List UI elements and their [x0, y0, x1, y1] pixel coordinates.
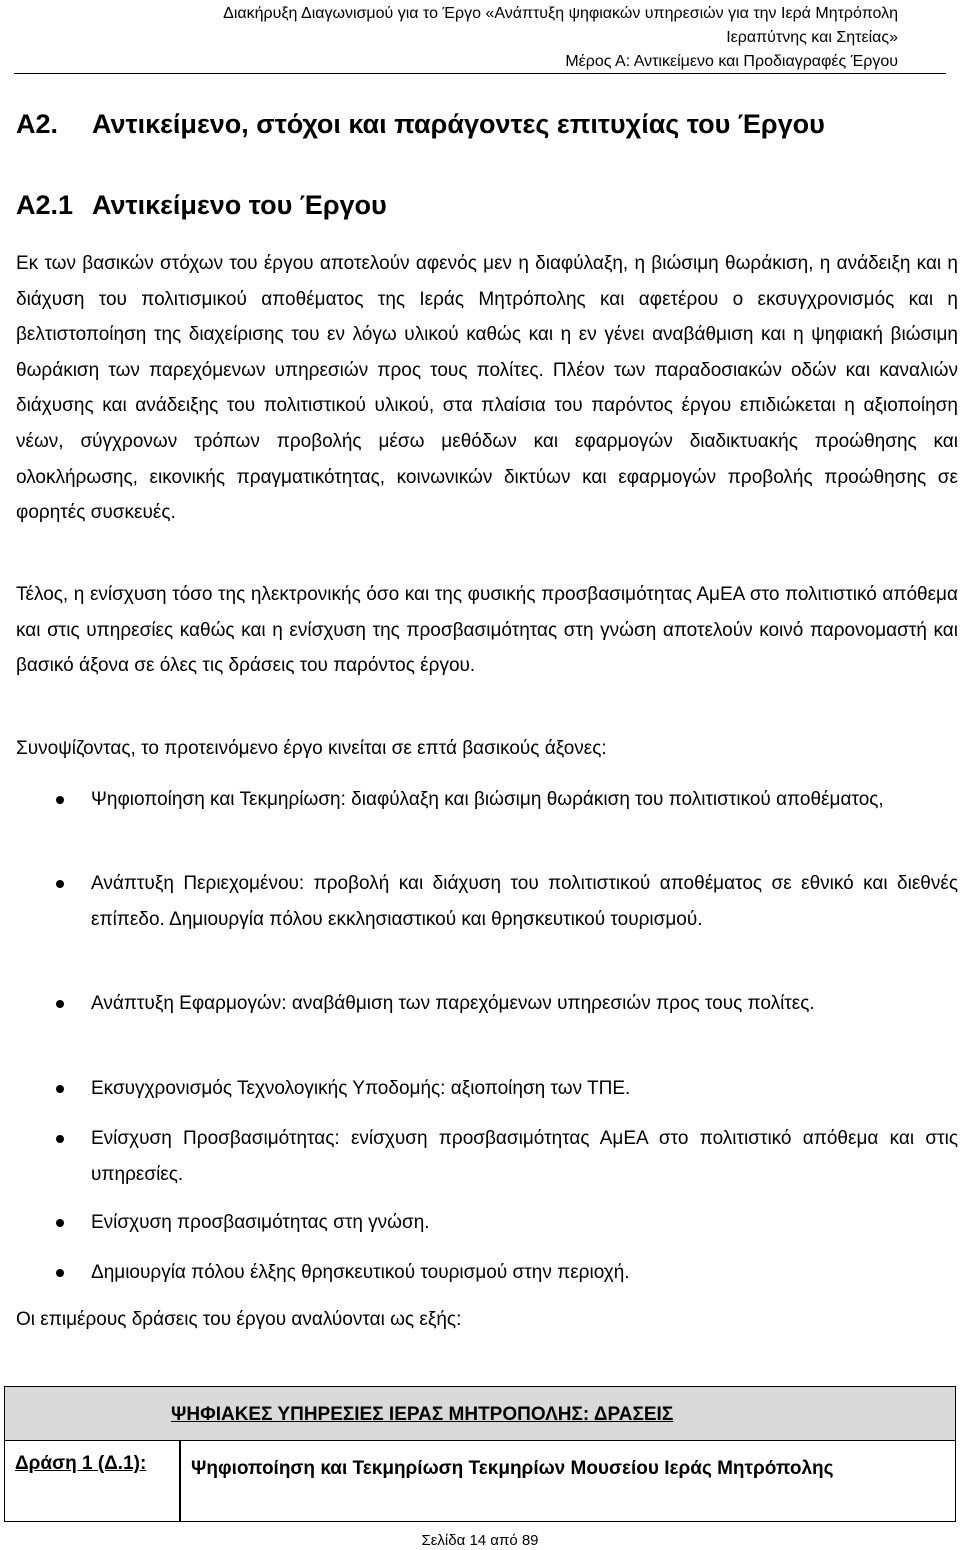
bullet-icon [56, 1135, 64, 1143]
bullet-icon [56, 1219, 64, 1227]
action-title: Ψηφιοποίηση και Τεκμηρίωση Τεκμηρίων Μουσείου Ιεράς Μητρόπολης [191, 1458, 834, 1479]
header-divider [14, 73, 946, 74]
section-number: Α2. [16, 109, 59, 139]
list-item: Εκσυγχρονισμός Τεχνολογικής Υποδομής: αξιοποίηση των ΤΠΕ. [16, 1071, 958, 1107]
paragraph-objectives: Εκ των βασικών στόχων του έργου αποτελούν αφενός μεν η διαφύλαξη, η βιώσιμη θωράκιση, η ανάδειξη και η διάχυση του πολιτισμικού αποθέματος της Ιεράς Μητρόπολης και αφετέρου ο εκσυγχρονισμός και η βελτιστοποίηση της διαχείρισης του εν λόγω υλικού καθώς και η εν γένει αναβάθμιση και η ψηφιακή βιώσιμη θωράκιση των παρεχόμενων υπηρεσιών προς τους πολίτες. Πλέον των παραδοσιακών οδών και καναλιών διάχυσης και ανάδειξης του πολιτιστικού υλικού, στα πλαίσια του παρόντος έργου επιδιώκεται η αξιοποίηση νέων, σύγχρονων τρόπων προβολής μέσω μεθόδων και εφαρμογών διαδικτυακής προώθησης και ολοκλήρωσης, εικονικής πραγματικότητας, κοινωνικών δικτύων και εφαρμογών προβολής προώθησης σε φορητές συσκευές. [16, 253, 958, 524]
paragraph-accessibility: Τέλος, η ενίσχυση τόσο της ηλεκτρονικής όσο και της φυσικής προσβασιμότητας ΑμΕΑ στο πολιτιστικό απόθεμα και στις υπηρεσίες καθώς και η ενίσχυση της προσβασιμότητας στη γνώση αποτελούν κοινό παρονομαστή και βασικό άξονα σε όλες τις δράσεις του παρόντος έργου. [16, 584, 958, 677]
bullet-icon [56, 796, 64, 804]
list-item: Δημιουργία πόλου έλξης θρησκευτικού τουρισμού στην περιοχή. [16, 1255, 958, 1291]
section-title: Αντικείμενο, στόχοι και παράγοντες επιτυχίας του Έργου [92, 109, 825, 139]
bullet-icon [56, 1000, 64, 1008]
list-item: Ενίσχυση Προσβασιμότητας: ενίσχυση προσβασιμότητας ΑμΕΑ στο πολιτιστικό απόθεμα και στις υπηρεσίες. [16, 1121, 958, 1192]
bullet-icon [56, 880, 64, 888]
header-line-3: Μέρος Α: Αντικείμενο και Προδιαγραφές Έργου [565, 53, 898, 70]
subsection-number: Α2.1 [16, 190, 74, 220]
list-item: Ενίσχυση προσβασιμότητας στη γνώση. [16, 1205, 958, 1241]
header-line-1: Διακήρυξη Διαγωνισμού για το Έργο «Ανάπτυξη ψηφιακών υπηρεσιών για την Ιερά Μητρόπολη [223, 5, 898, 22]
action-label: Δράση 1 (Δ.1): [15, 1453, 147, 1474]
list-item: Ανάπτυξη Εφαρμογών: αναβάθμιση των παρεχόμενων υπηρεσιών προς τους πολίτες. [16, 986, 958, 1022]
table-column-divider [179, 1441, 181, 1521]
bullet-icon [56, 1085, 64, 1093]
table-header: ΨΗΦΙΑΚΕΣ ΥΠΗΡΕΣΙΕΣ ΙΕΡΑΣ ΜΗΤΡΟΠΟΛΗΣ: ΔΡΑΣΕΙΣ [171, 1404, 674, 1425]
bullet-icon [56, 1269, 64, 1277]
header-line-2: Ιεραπύτνης και Σητείας» [726, 29, 898, 46]
actions-table [4, 1386, 956, 1522]
subsection-heading [16, 185, 387, 225]
page-header [18, 2, 898, 74]
page-number: Σελίδα 14 από 89 [421, 1532, 539, 1549]
list-item: Ψηφιοποίηση και Τεκμηρίωση: διαφύλαξη και βιώσιμη θωράκιση του πολιτιστικού αποθέματος, [16, 782, 958, 818]
subsection-title: Αντικείμενο του Έργου [92, 190, 387, 220]
table-header-row [5, 1387, 955, 1441]
paragraph-actions-intro: Οι επιμέρους δράσεις του έργου αναλύονται ως εξής: [16, 1309, 462, 1330]
section-heading [16, 104, 825, 144]
list-item: Ανάπτυξη Περιεχομένου: προβολή και διάχυση του πολιτιστικού αποθέματος σε εθνικό και διεθνές επίπεδο. Δημιουργία πόλου εκκλησιαστικού και θρησκευτικού τουρισμού. [16, 866, 958, 937]
paragraph-summary-intro: Συνοψίζοντας, το προτεινόμενο έργο κινείται σε επτά βασικούς άξονες: [16, 738, 607, 759]
